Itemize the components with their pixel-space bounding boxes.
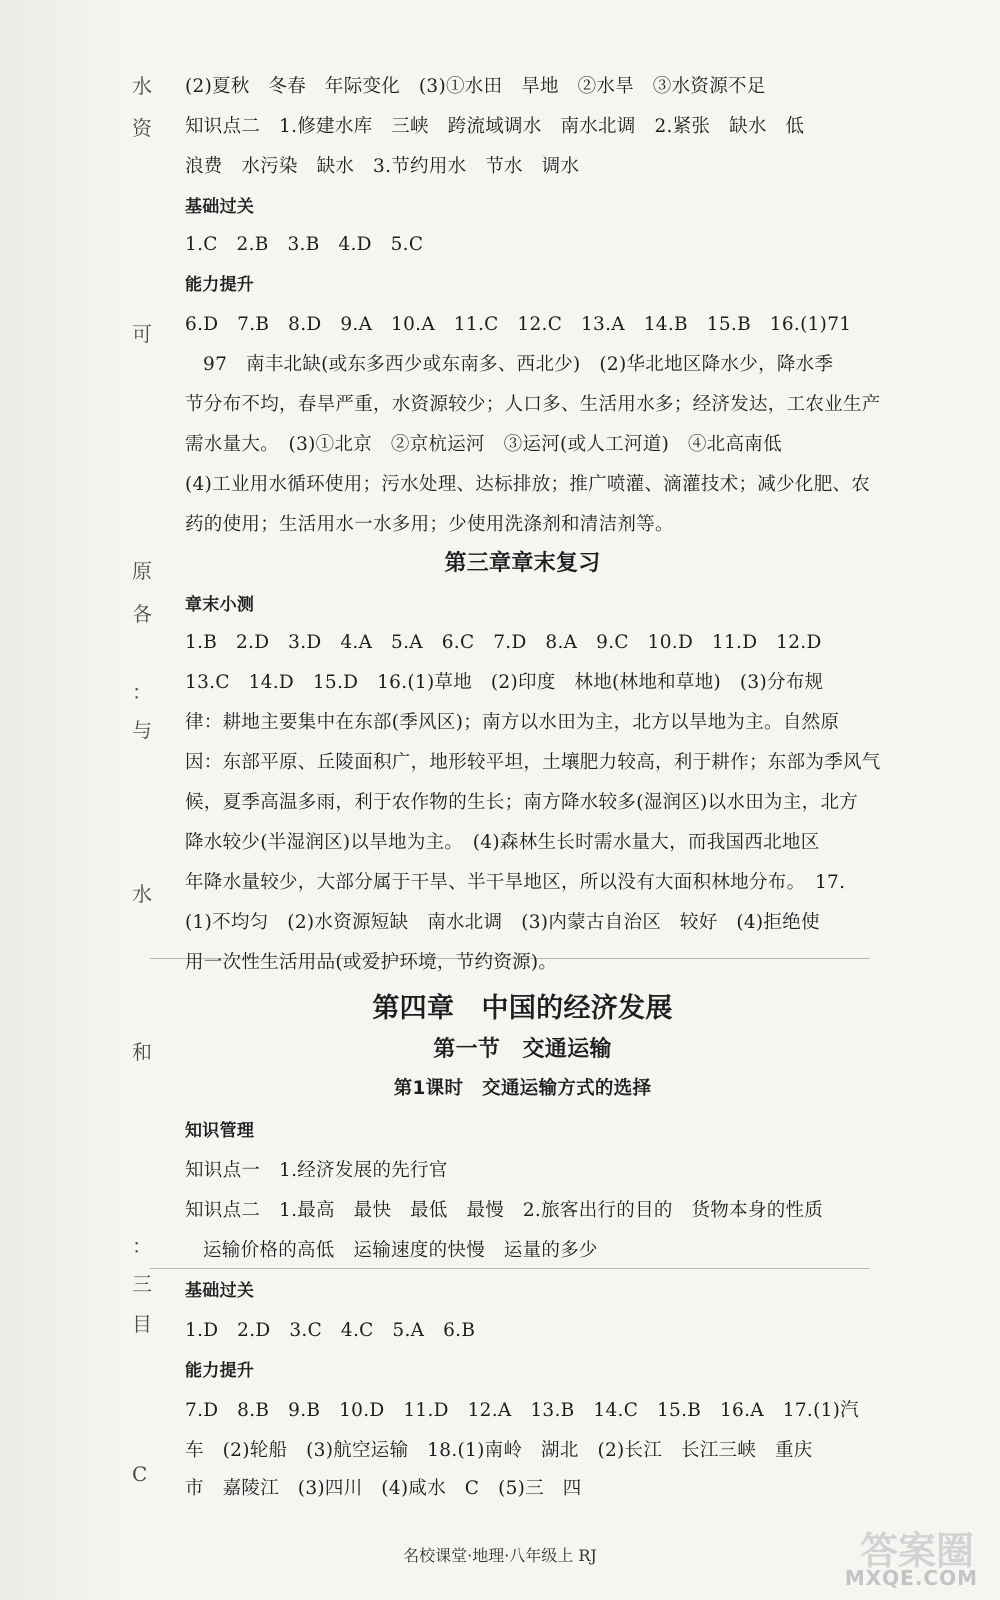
text-line: 7.D 8.B 9.B 10.D 11.D 12.A 13.B 14.C 15.B 16.A 17.(1)汽 [185,1400,859,1421]
edge-fragment: 各 [132,602,152,626]
text-line: (1)不均匀 (2)水资源短缺 南水北调 (3)内蒙古自治区 较好 (4)拒绝使 [185,912,820,933]
text-line: 降水较少(半湿润区)以旱地为主。 (4)森林生长时需水量大，而我国西北地区 [185,832,820,853]
text-line: 用一次性生活用品(或爱护环境，节约资源)。 [185,952,558,973]
text-line: 运输价格的高低 运输速度的快慢 运量的多少 [203,1240,598,1261]
text-line: (2)夏秋 冬春 年际变化 (3)①水田 旱地 ②水旱 ③水资源不足 [185,76,766,97]
text-line: 因：东部平原、丘陵面积广，地形较平坦，土壤肥力较高，利于耕作；东部为季风气 [185,752,881,773]
text-line: 6.D 7.B 8.D 9.A 10.A 11.C 12.C 13.A 14.B 15.B 16.(1)71 [185,314,852,335]
text-line: 市 嘉陵江 (3)四川 (4)咸水 C (5)三 四 [185,1478,582,1499]
edge-fragment: ： [132,1234,152,1258]
edge-fragment: 与 [132,718,152,742]
edge-fragment: 资 [132,116,152,140]
text-line: 知识点一 1.经济发展的先行官 [185,1160,448,1181]
text-line: 1.C 2.B 3.B 4.D 5.C [185,234,424,255]
section-heading: 能力提升 [185,1361,255,1381]
edge-fragment: C [132,1462,148,1486]
edge-fragment: 和 [132,1040,152,1064]
edge-fragment: 目 [132,1312,152,1336]
section-heading: 基础过关 [185,1281,255,1301]
text-line: 浪费 水污染 缺水 3.节约用水 节水 调水 [185,156,580,177]
text-line: 车 (2)轮船 (3)航空运输 18.(1)南岭 湖北 (2)长江 长江三峡 重庆 [185,1440,813,1461]
text-line: 1.D 2.D 3.C 4.C 5.A 6.B [185,1320,476,1341]
text-line: 节分布不均，春旱严重，水资源较少；人口多、生活用水多；经济发达，工农业生产 [185,394,881,415]
text-line: 候，夏季高温多雨，利于农作物的生长；南方降水较多(湿润区)以水田为主，北方 [185,792,859,813]
edge-fragment: ： [132,680,152,704]
edge-fragment: 原 [132,559,152,583]
edge-fragment: 水 [132,882,152,906]
section-heading: 基础过关 [185,197,255,217]
text-line: 1.B 2.D 3.D 4.A 5.A 6.C 7.D 8.A 9.C 10.D 11.D 12.D [185,632,822,653]
edge-fragment: 水 [132,74,152,98]
text-line: 药的使用；生活用水一水多用；少使用洗涤剂和清洁剂等。 [185,514,674,535]
text-line: 知识点二 1.修建水库 三峡 跨流域调水 南水北调 2.紧张 缺水 低 [185,116,805,137]
section-heading: 能力提升 [185,275,255,295]
section-heading: 章末小测 [185,595,255,615]
text-line: 年降水量较少，大部分属于干旱、半干旱地区，所以没有大面积林地分布。 17. [185,872,846,893]
text-line: 13.C 14.D 15.D 16.(1)草地 (2)印度 林地(林地和草地) (3)分布规 [185,672,824,693]
text-line: 律：耕地主要集中在东部(季风区)；南方以水田为主，北方以旱地为主。自然原 [185,712,840,733]
edge-fragment: 可 [132,322,152,346]
page-binding-edge [0,0,130,1600]
section-heading: 知识管理 [185,1121,255,1141]
lesson-title: 第1课时 交通运输方式的选择 [393,1078,652,1099]
watermark [828,1520,978,1590]
text-line: 97 南丰北缺(或东多西少或东南多、西北少) (2)华北地区降水少，降水季 [203,354,834,375]
text-line: (4)工业用水循环使用；污水处理、达标排放；推广喷灌、滴灌技术；减少化肥、农 [185,474,871,495]
section-title: 第一节 交通运输 [433,1037,612,1062]
chapter-review-title: 第三章章末复习 [444,551,601,576]
watermark-logo: 答案圈 [859,1529,974,1573]
text-line: 需水量大。 (3)①北京 ②京杭运河 ③运河(或人工河道) ④北高南低 [185,434,782,455]
divider-rule [150,1268,870,1269]
text-line: 知识点二 1.最高 最快 最低 最慢 2.旅客出行的目的 货物本身的性质 [185,1200,824,1221]
watermark-text: MXQE.COM [844,1566,978,1590]
edge-fragment: 三 [132,1272,152,1296]
page-footer: 名校课堂·地理·八年级上 RJ [403,1546,597,1565]
chapter-title: 第四章 中国的经济发展 [372,993,673,1024]
